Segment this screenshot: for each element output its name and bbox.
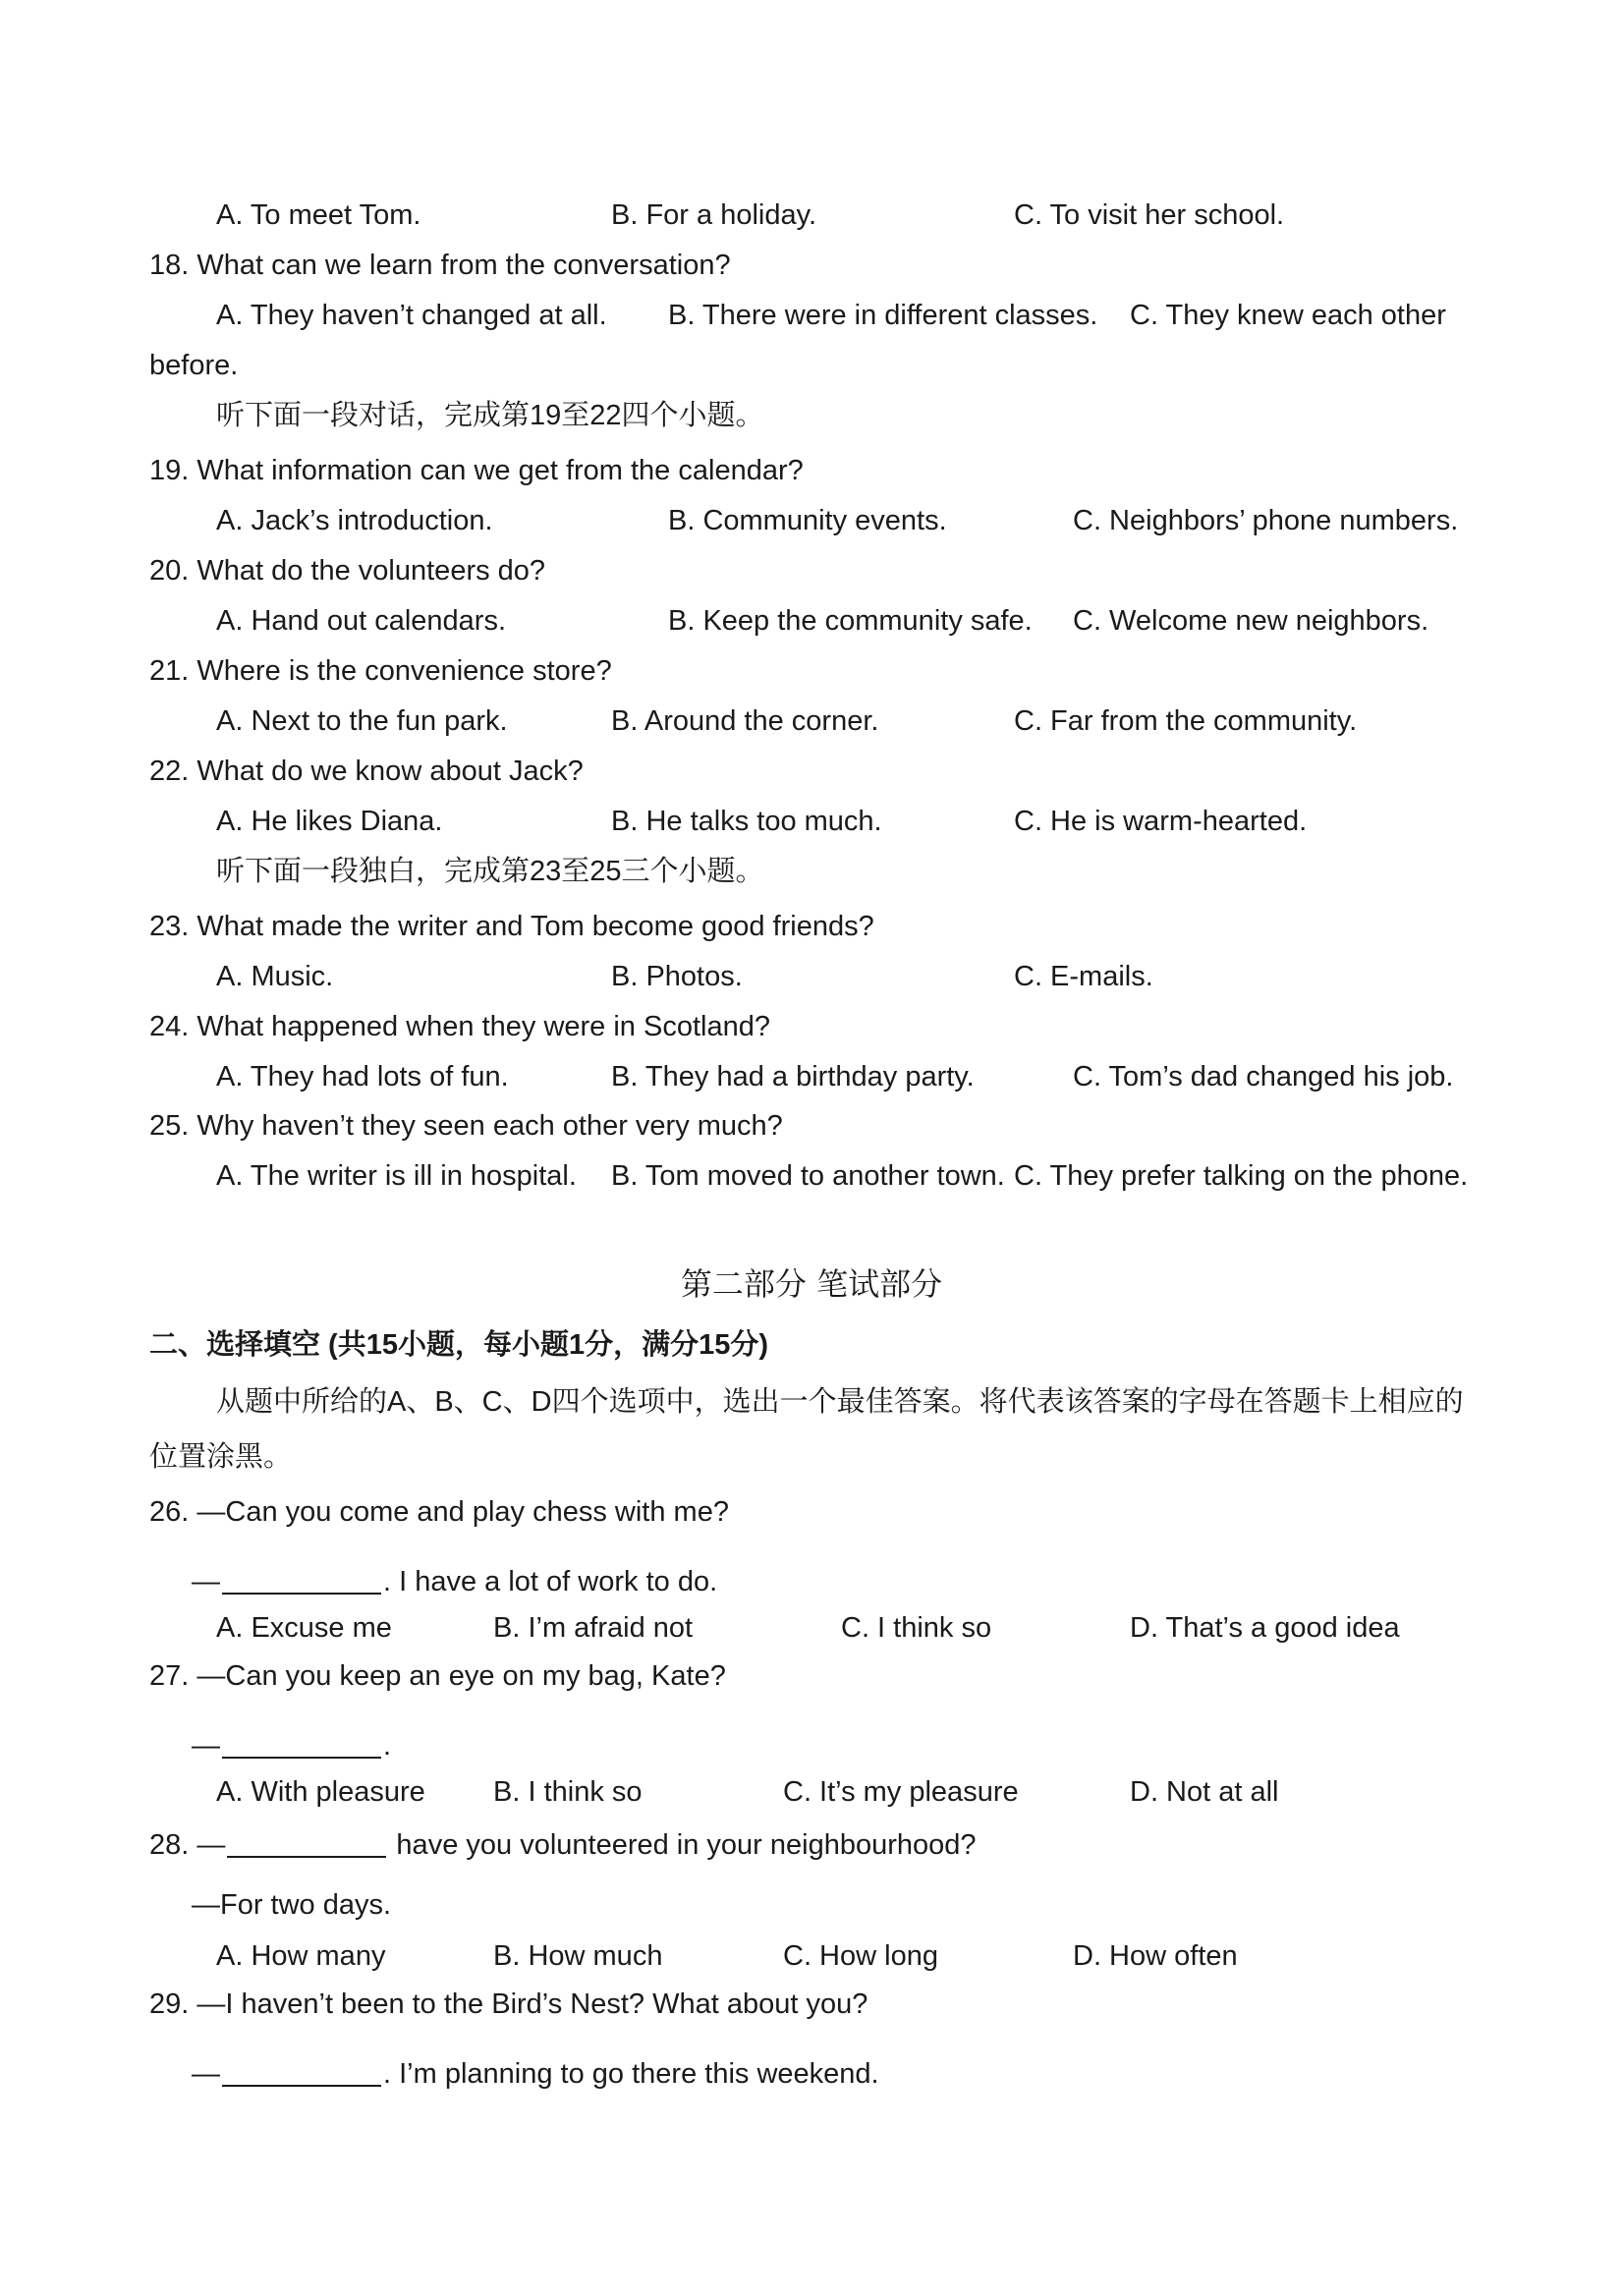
q24-option-a: A. They had lots of fun. [216,1061,509,1092]
q27-reply [192,1727,391,1761]
q23-option-b: B. Photos. [611,961,743,992]
q29-reply [192,2055,879,2089]
q19-option-c: C. Neighbors’ phone numbers. [1073,505,1459,536]
q25-question: 25. Why haven’t they seen each other very much? [149,1110,783,1142]
q29-blank[interactable] [222,2059,381,2087]
q26-blank[interactable] [222,1567,381,1595]
q21-option-a: A. Next to the fun park. [216,705,508,737]
q24-question: 24. What happened when they were in Scotland? [149,1011,770,1042]
q18-option-b: B. There were in different classes. [668,300,1098,331]
q26-question: 26. —Can you come and play chess with me? [149,1496,729,1528]
q27-reply-dash: — [192,1730,220,1762]
q28-option-d: D. How often [1073,1940,1238,1972]
q26-option-c: C. I think so [841,1612,992,1644]
q27-blank[interactable] [222,1731,381,1759]
section2-heading: 二、选择填空 (共15小题，每小题1分，满分15分) [149,1329,769,1361]
listening-instruction-19-22: 听下面一段对话，完成第19至22四个小题。 [216,400,764,431]
section2-instruction-line2: 位置涂黑。 [149,1441,293,1473]
q20-question: 20. What do the volunteers do? [149,555,546,587]
q28-reply: —For two days. [192,1889,392,1921]
q25-option-b: B. Tom moved to another town. [611,1160,1005,1192]
q20-option-c: C. Welcome new neighbors. [1073,605,1429,637]
q26-reply-text: . I have a lot of work to do. [383,1566,718,1597]
q27-option-c: C. It’s my pleasure [783,1776,1019,1808]
part2-title: 第二部分 笔试部分 [680,1265,943,1303]
q27-option-d: D. Not at all [1130,1776,1279,1808]
q22-option-b: B. He talks too much. [611,806,882,837]
q26-option-b: B. I’m afraid not [493,1612,694,1644]
section2-instruction-line1: 从题中所给的A、B、C、D四个选项中，选出一个最佳答案。将代表该答案的字母在答题卡上相应的 [216,1386,1464,1418]
q23-question: 23. What made the writer and Tom become good friends? [149,911,874,942]
q29-question: 29. —I haven’t been to the Bird’s Nest? What about you? [149,1988,868,2020]
q26-option-d: D. That’s a good idea [1130,1612,1400,1644]
q26-reply [192,1563,717,1596]
q27-reply-text: . [383,1730,392,1762]
q17-option-a: A. To meet Tom. [216,199,421,231]
listening-instruction-23-25: 听下面一段独白，完成第23至25三个小题。 [216,856,764,887]
q28-option-b: B. How much [493,1940,663,1972]
q22-option-c: C. He is warm-hearted. [1014,806,1308,837]
q25-option-c: C. They prefer talking on the phone. [1014,1160,1469,1192]
q17-option-b: B. For a holiday. [611,199,817,231]
q26-reply-dash: — [192,1566,220,1597]
q28-option-a: A. How many [216,1940,386,1972]
q24-option-c: C. Tom’s dad changed his job. [1073,1061,1454,1092]
q29-reply-text: . I’m planning to go there this weekend. [383,2058,879,2090]
q20-option-a: A. Hand out calendars. [216,605,507,637]
q17-option-c: C. To visit her school. [1014,199,1285,231]
q19-option-b: B. Community events. [668,505,947,536]
q24-option-b: B. They had a birthday party. [611,1061,975,1092]
q21-option-b: B. Around the corner. [611,705,879,737]
q18-option-a: A. They haven’t changed at all. [216,300,607,331]
q28-blank[interactable] [227,1830,386,1858]
q21-question: 21. Where is the convenience store? [149,655,612,687]
q18-option-c-wrap: before. [149,350,239,381]
q28-question [149,1826,977,1860]
q28-option-c: C. How long [783,1940,938,1972]
q22-option-a: A. He likes Diana. [216,806,443,837]
q21-option-c: C. Far from the community. [1014,705,1358,737]
q23-option-a: A. Music. [216,961,334,992]
q18-question: 18. What can we learn from the conversation? [149,250,731,281]
q20-option-b: B. Keep the community safe. [668,605,1033,637]
q19-option-a: A. Jack’s introduction. [216,505,493,536]
q26-option-a: A. Excuse me [216,1612,392,1644]
q29-reply-dash: — [192,2058,220,2090]
q18-option-c: C. They knew each other [1130,300,1446,331]
q28-question-text: have you volunteered in your neighbourhood? [388,1829,977,1861]
q23-option-c: C. E-mails. [1014,961,1153,992]
q22-question: 22. What do we know about Jack? [149,756,584,787]
q25-option-a: A. The writer is ill in hospital. [216,1160,577,1192]
q27-question: 27. —Can you keep an eye on my bag, Kate? [149,1660,726,1692]
q27-option-b: B. I think so [493,1776,643,1808]
q27-option-a: A. With pleasure [216,1776,425,1808]
q28-question-prefix: 28. — [149,1829,226,1861]
q19-question: 19. What information can we get from the calendar? [149,455,804,486]
